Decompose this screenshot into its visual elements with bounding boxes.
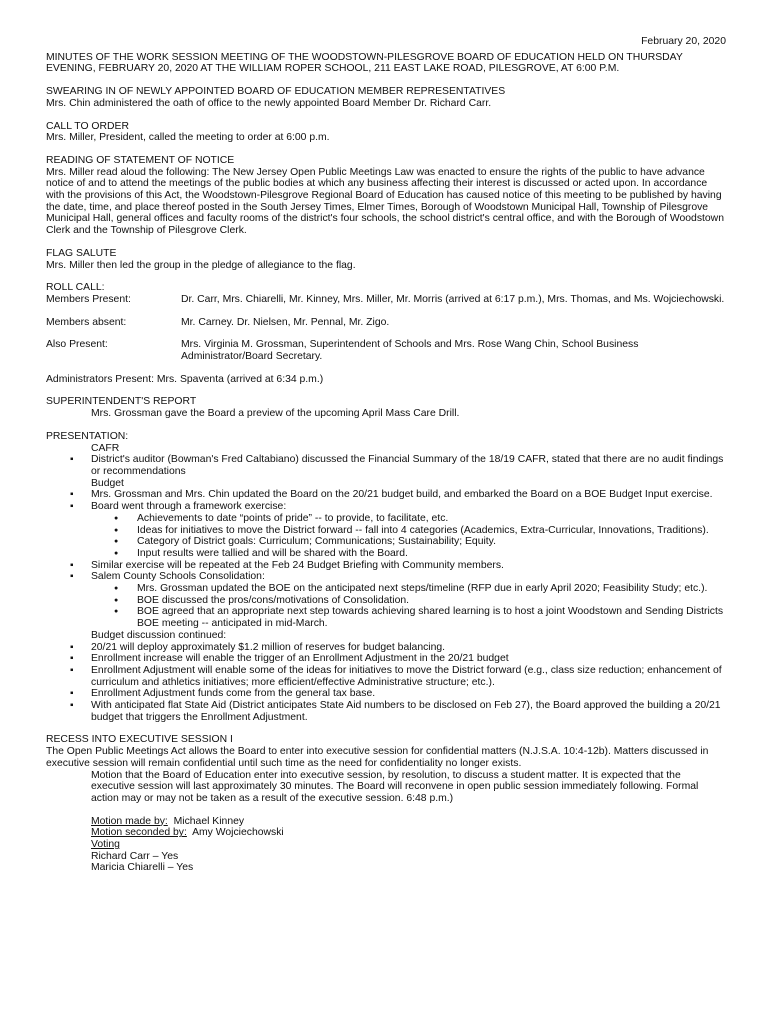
- vote-line: Richard Carr – Yes: [91, 850, 179, 862]
- motion-seconded-line: [91, 827, 726, 839]
- section-presentation: [46, 431, 726, 724]
- vote-line: Maricia Chiarelli – Yes: [91, 862, 194, 874]
- section-text: Mrs. Miller read aloud the following: The New Jersey Open Public Meetings Law was enacted to ensure the rights of the public to have advance notice of and to attend the meetings of the public bodies at which any business affecting their interest is discussed or acted upon. In accordance with the provisions of this Act, the Woodstown-Pilesgrove Regional Board of Education has caused notice of this meeting to be published by having the date, time, and place thereof posted in the South Jersey Times, Elmer Times, Borough of Woodstown Municipal Hall, Township of Pilesgrove Municipal Hall, general offices and faculty rooms of the district's four schools, the school district's central office, and with the Borough of Woodstown Clerk and the Township of Pilesgrove Clerk.: [46, 166, 724, 237]
- motion-details: [46, 816, 726, 875]
- list-item: ● BOE discussed the pros/cons/motivations of Consolidation.: [46, 595, 726, 607]
- list-item: ▪ Similar exercise will be repeated at the Feb 24 Budget Briefing with Community members.: [46, 560, 726, 572]
- section-heading: ROLL CALL:: [46, 282, 105, 294]
- cafr-list: [46, 454, 726, 477]
- budget-list-continued: [46, 560, 726, 583]
- motion-made-by-line: [91, 816, 726, 828]
- section-heading: RECESS INTO EXECUTIVE SESSION I: [46, 734, 233, 746]
- budget-label: Budget: [91, 477, 124, 489]
- section-text: Mrs. Miller, President, called the meeting to order at 6:00 p.m.: [46, 132, 330, 144]
- motion-seconded-label: Motion seconded by:: [91, 827, 187, 839]
- motion-seconded-value: Amy Wojciechowski: [192, 827, 284, 839]
- list-item: ● Input results were tallied and will be shared with the Board.: [46, 548, 726, 560]
- list-item: ▪ Enrollment Adjustment will enable some of the ideas for initiatives to move the District forward (e.g., class size reduction; enhancement of curriculum and athletics initiatives; more efficient/effective Administrative structure; etc.).: [46, 665, 726, 688]
- list-item: ▪ Salem County Schools Consolidation:: [46, 571, 726, 583]
- list-item: ● Mrs. Grossman updated the BOE on the anticipated next steps/timeline (RFP due in early April 2020; Feasibility Study; etc.).: [46, 583, 726, 595]
- members-absent-row: [46, 317, 726, 329]
- also-present-value: Mrs. Virginia M. Grossman, Superintendent of Schools and Mrs. Rose Wang Chin, School Business Administrator/Board Secretary.: [181, 339, 639, 363]
- list-item: ● Achievements to date “points of pride” -- to provide, to facilitate, etc.: [46, 513, 726, 525]
- voting-label: Voting: [91, 839, 120, 851]
- list-item: ● BOE agreed that an appropriate next step towards achieving shared learning is to host a joint Woodstown and Sending Districts BOE meeting -- anticipated in mid-March.: [46, 606, 726, 629]
- section-heading: SUPERINTENDENT'S REPORT: [46, 396, 197, 408]
- members-absent-value: Mr. Carney. Dr. Nielsen, Mr. Pennal, Mr. Zigo.: [181, 316, 390, 328]
- section-heading: FLAG SALUTE: [46, 247, 117, 259]
- list-item: ▪ Enrollment Adjustment funds come from the general tax base.: [46, 688, 726, 700]
- minutes-document: [46, 36, 726, 874]
- section-recess-executive-session: [46, 734, 726, 874]
- section-text: Mrs. Chin administered the oath of office to the newly appointed Board Member Dr. Richard Carr.: [46, 97, 492, 109]
- motion-made-by-value: Michael Kinney: [173, 815, 245, 827]
- administrators-present: Administrators Present: Mrs. Spaventa (arrived at 6:34 p.m.): [46, 373, 324, 385]
- document-date: February 20, 2020: [641, 36, 726, 47]
- members-absent-label: Members absent:: [46, 316, 127, 328]
- section-swearing-in: [46, 86, 726, 109]
- section-text: Mrs. Grossman gave the Board a preview of the upcoming April Mass Care Drill.: [91, 408, 460, 420]
- budget-continued-label: Budget discussion continued:: [91, 629, 227, 641]
- section-call-to-order: [46, 121, 726, 144]
- cafr-label: CAFR: [91, 442, 120, 454]
- budget-list: [46, 489, 726, 512]
- section-text: The Open Public Meetings Act allows the Board to enter into executive session for confidential matters (N.J.S.A. 10:4-12b). Matters discussed in executive session will remain confidential until such time as the need for confidentiality no longer exists.: [46, 746, 709, 769]
- also-present-label: Also Present:: [46, 339, 108, 351]
- list-item: ▪ Enrollment increase will enable the trigger of an Enrollment Adjustment in the 20/21 budget: [46, 653, 726, 665]
- section-roll-call: [46, 282, 726, 385]
- budget-continued-list: [46, 642, 726, 724]
- list-item: ▪ Board went through a framework exercise:: [46, 501, 726, 513]
- consolidation-list: [46, 583, 726, 630]
- members-present-label: Members Present:: [46, 293, 131, 305]
- section-superintendent-report: [46, 396, 726, 419]
- document-title: MINUTES OF THE WORK SESSION MEETING OF THE WOODSTOWN-PILESGROVE BOARD OF EDUCATION HELD ON THURSDAY EVENING, FEBRUARY 20, 2020 AT THE WILLIAM ROPER SCHOOL, 211 EAST LAKE ROAD, PILESGROVE, AT 6:00 P.M.: [46, 51, 683, 75]
- members-present-value: Dr. Carr, Mrs. Chiarelli, Mr. Kinney, Mrs. Miller, Mr. Morris (arrived at 6:17 p.m.), Mrs. Thomas, and Ms. Wojciechowski.: [181, 293, 725, 305]
- section-text: Mrs. Miller then led the group in the pledge of allegiance to the flag.: [46, 259, 356, 271]
- list-item: ▪ District's auditor (Bowman's Fred Caltabiano) discussed the Financial Summary of the 18/19 CAFR, stated that there are no audit findings or recommendations: [46, 454, 726, 477]
- list-item: ▪ With anticipated flat State Aid (District anticipates State Aid numbers to be disclosed on Feb 27), the Board approved the building a 20/21 budget that triggers the Enrollment Adjustment.: [46, 700, 726, 723]
- section-flag-salute: [46, 248, 726, 271]
- list-item: ● Ideas for initiatives to move the District forward -- fall into 4 categories (Academics, Extra-Curricular, Innovations, Traditions).: [46, 525, 726, 537]
- list-item: ▪ Mrs. Grossman and Mrs. Chin updated the Board on the 20/21 budget build, and embarked the Board on a BOE Budget Input exercise.: [46, 489, 726, 501]
- section-heading: PRESENTATION:: [46, 430, 129, 442]
- motion-made-by-label: Motion made by:: [91, 815, 168, 827]
- motion-text: Motion that the Board of Education enter into executive session, by resolution, to discuss a student matter. It is expected that the executive session will last approximately 30 minutes. The Board will reconvene in open public session immediately following. Formal action may or may not be taken as a result of the executive session. 6:48 p.m.): [91, 769, 699, 804]
- list-item: ▪ 20/21 will deploy approximately $1.2 million of reserves for budget balancing.: [46, 642, 726, 654]
- list-item: ● Category of District goals: Curriculum; Communications; Sustainability; Equity.: [46, 536, 726, 548]
- section-statement-of-notice: [46, 155, 726, 237]
- section-heading: CALL TO ORDER: [46, 120, 129, 132]
- section-heading: SWEARING IN OF NEWLY APPOINTED BOARD OF EDUCATION MEMBER REPRESENTATIVES: [46, 86, 506, 98]
- members-present-row: [46, 294, 726, 306]
- also-present-row: [46, 339, 726, 362]
- section-heading: READING OF STATEMENT OF NOTICE: [46, 154, 235, 166]
- framework-list: [46, 513, 726, 560]
